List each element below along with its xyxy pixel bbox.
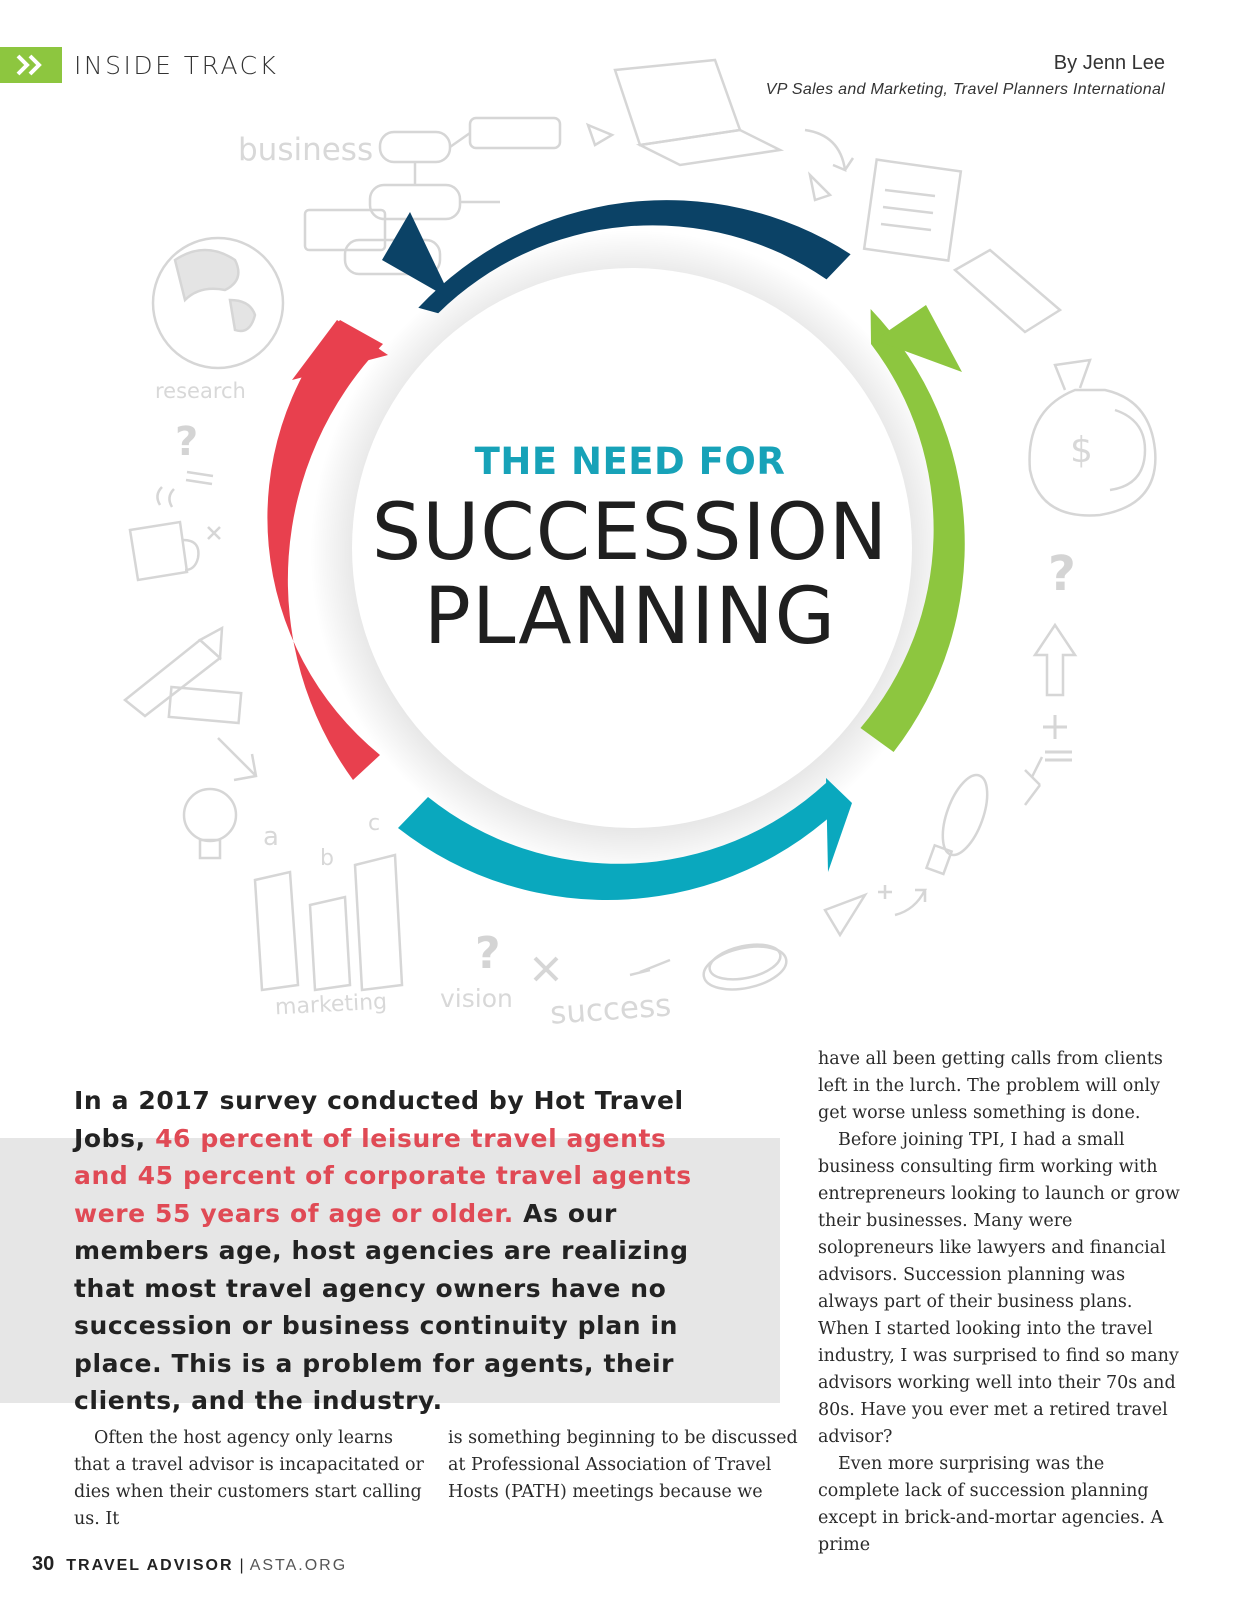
body-paragraph: is something beginning to be discussed at Professional Association of Travel Hosts (PATH) meetings because we <box>448 1428 798 1502</box>
author-name: By Jenn Lee <box>1053 52 1165 74</box>
hero-title-line1: SUCCESSION <box>371 488 889 578</box>
arc-bottom-arrowhead <box>826 778 852 872</box>
svg-text:b: b <box>320 846 334 871</box>
pull-quote-lead: In a 2017 survey conducted by Hot Travel Jobs, <box>74 1086 684 1153</box>
pull-quote-rest: As our members age, host agencies are realizing that most travel agency owners have no succession or business continuity plan in place. This is a problem for agents, their clients, and the industry. <box>74 1198 689 1415</box>
hero-title-block <box>370 440 890 662</box>
hero-title-line2: PLANNING <box>423 572 837 662</box>
svg-text:research: research <box>155 379 246 403</box>
pull-quote <box>74 1082 714 1420</box>
pull-quote-highlight: 46 percent of leisure travel agents and 45 percent of corporate travel agents were 55 years of age or older. <box>74 1123 692 1228</box>
svg-text:vision: vision <box>440 984 513 1013</box>
question-mark-icon: ? <box>175 419 199 465</box>
page-number: 30 <box>32 1553 55 1575</box>
question-mark-icon: ? <box>475 928 501 979</box>
body-column-3 <box>818 1046 1180 1559</box>
svg-text:business: business <box>238 132 374 168</box>
body-paragraph: have all been getting calls from clients left in the lurch. The problem will only get worse unless something is done. <box>818 1049 1163 1123</box>
question-mark-icon: ? <box>1048 546 1076 602</box>
body-column-1 <box>74 1425 428 1533</box>
svg-text:c: c <box>368 811 381 836</box>
publication-name: TRAVEL ADVISOR <box>66 1557 234 1574</box>
body-paragraph: Before joining TPI, I had a small business consulting firm working with entrepreneurs looking to launch or grow their businesses. Many were solopreneurs like lawyers and financial advisors. Succession planning was always part of their business plans. When I started looking into the travel industry, I was surprised to find so many advisors working well into their 70s and 80s. Have you ever met a retired travel advisor? <box>818 1130 1180 1447</box>
publication-site: ASTA.ORG <box>249 1557 348 1574</box>
body-paragraph: Often the host agency only learns that a travel advisor is incapacitated or dies when their customers start calling us. It <box>74 1428 424 1529</box>
body-paragraph: Even more surprising was the complete lack of succession planning except in brick-and-mortar agencies. A prime <box>818 1454 1164 1555</box>
svg-text:success: success <box>548 987 673 1032</box>
hero-kicker: THE NEED FOR <box>474 440 786 483</box>
page-footer <box>32 1553 347 1576</box>
svg-text:$: $ <box>1070 430 1093 471</box>
section-label: INSIDE TRACK <box>74 50 279 80</box>
footer-separator: | <box>239 1557 244 1574</box>
hero-title <box>370 488 890 662</box>
arc-top-arrowhead <box>382 212 452 300</box>
svg-text:a: a <box>263 822 279 852</box>
svg-text:marketing: marketing <box>274 989 388 1021</box>
author-title: VP Sales and Marketing, Travel Planners International <box>765 81 1165 98</box>
body-column-2 <box>448 1425 802 1506</box>
